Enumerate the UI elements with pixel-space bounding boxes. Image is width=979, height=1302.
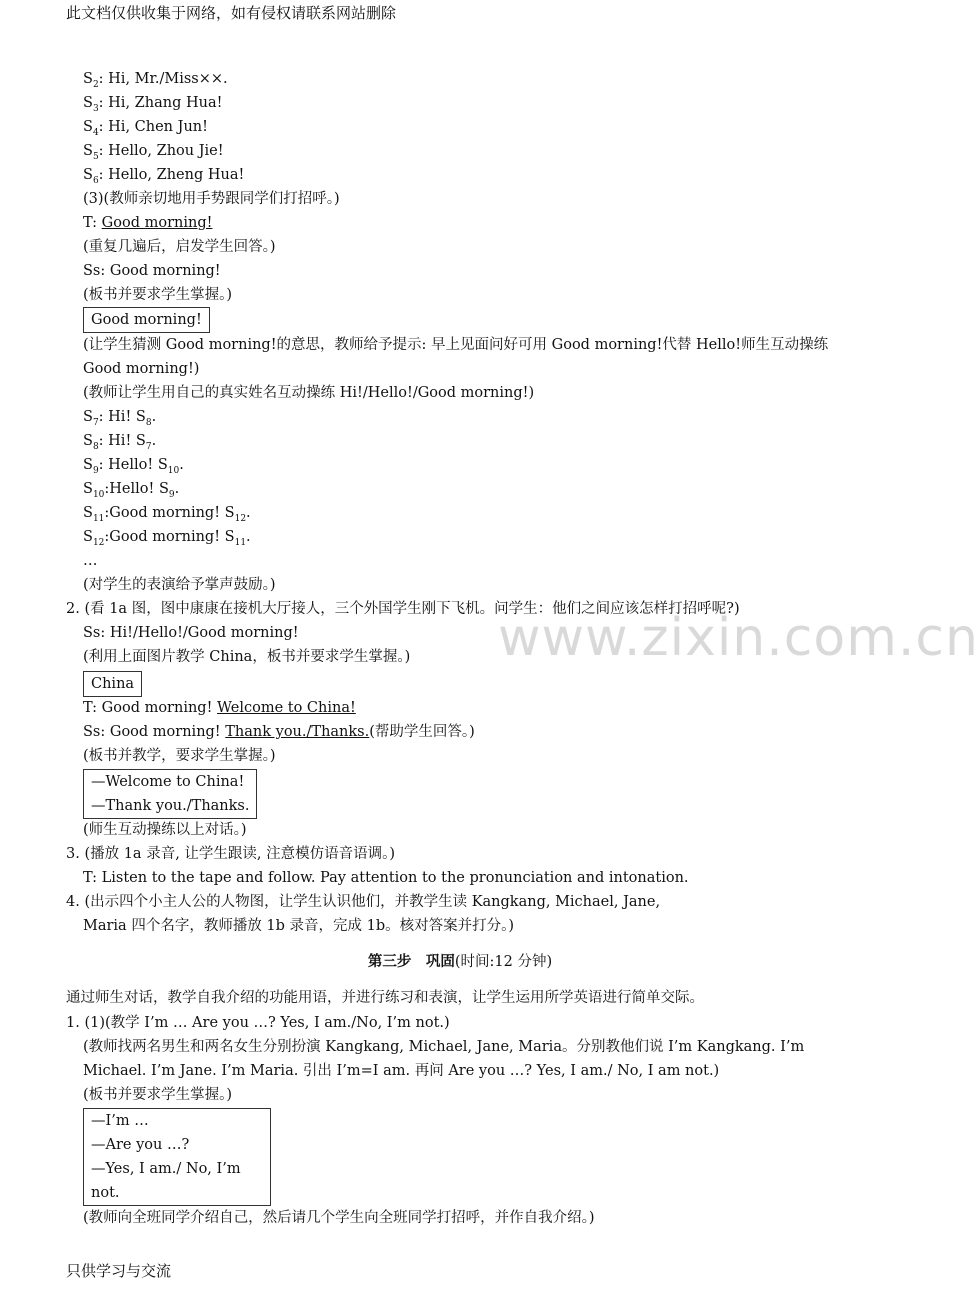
exchange-line: $S_7$: Hi! $S_8$. [83, 409, 157, 428]
section-heading: 第三步 巩固(时间:12 分钟) [367, 953, 553, 970]
dialog-line-s6: $S_6$: Hello, Zheng Hua! [83, 167, 245, 186]
instruction-line: (教师让学生用自己的真实姓名互动操练 Hi!/Hello!/Good morning!) [83, 385, 535, 401]
dialog-line-s2: $S_2$: Hi, Mr./Miss××. [83, 71, 228, 90]
instruction-line: (对学生的表演给予掌声鼓励。) [83, 577, 276, 593]
instruction-line: Michael. I’m Jane. I’m Maria. 引出 I’m=I am. 再问 Are you …? Yes, I am./ No, I am not.) [83, 1063, 720, 1079]
blackboard-box: China [83, 671, 142, 697]
page-header: 此文档仅供收集于网络，如有侵权请联系网站删除 [66, 4, 397, 22]
teacher-line: T: Good morning! [83, 215, 213, 231]
dialog-line-s4: $S_4$: Hi, Chen Jun! [83, 119, 208, 138]
instruction-line: (教师找两名男生和两名女生分别扮演 Kangkang, Michael, Jane, Maria。分别教他们说 I’m Kangkang. I’m [83, 1039, 805, 1055]
blackboard-box: Good morning! [83, 307, 210, 333]
dialog-line-s5: $S_5$: Hello, Zhou Jie! [83, 143, 224, 162]
instruction-line: (教师向全班同学介绍自己，然后请几个学生向全班同学打招呼，并作自我介绍。) [83, 1210, 595, 1226]
teacher-line: T: Listen to the tape and follow. Pay attention to the pronunciation and intonation. [83, 870, 689, 886]
section-intro: 通过师生对话，教学自我介绍的功能用语，并进行练习和表演，让学生运用所学英语进行简单交际。 [66, 990, 704, 1006]
step-item-4-cont: Maria 四个名字，教师播放 1b 录音，完成 1b。核对答案并打分。) [83, 918, 515, 934]
blackboard-box: —I’m … —Are you …? —Yes, I am./ No, I’m not. [83, 1108, 271, 1206]
exchange-line: $S_{11}:Good$ morning! $S_{12}$. [83, 505, 251, 524]
teacher-line: T: Good morning! Welcome to China! [83, 700, 356, 716]
instruction-line: (板书并要求学生掌握。) [83, 287, 233, 303]
instruction-line: (3)(教师亲切地用手势跟同学们打招呼。) [83, 191, 340, 207]
students-line: Ss: Hi!/Hello!/Good morning! [83, 625, 299, 641]
step-item-3: 3. (播放 1a 录音, 让学生跟读, 注意模仿语音语调。) [66, 846, 396, 862]
students-line: Ss: Good morning! Thank you./Thanks.(帮助学生回答。) [83, 724, 475, 740]
exchange-line: $S_{12}:Good$ morning! $S_{11}$. [83, 529, 251, 548]
students-line: Ss: Good morning! [83, 263, 221, 279]
step-item-1: 1. (1)(教学 I’m … Are you …? Yes, I am./No, I’m not.) [66, 1015, 450, 1031]
exchange-line: $S_9$: Hello! $S_{10}$. [83, 457, 184, 476]
dialog-line-s3: $S_3$: Hi, Zhang Hua! [83, 95, 223, 114]
blackboard-box: —Welcome to China! —Thank you./Thanks. [83, 769, 257, 819]
ellipsis: … [83, 553, 98, 569]
instruction-line: (重复几遍后，启发学生回答。) [83, 239, 276, 255]
instruction-line: (板书并教学，要求学生掌握。) [83, 748, 276, 764]
instruction-line: Good morning!) [83, 361, 200, 377]
watermark: www.zixin.com.cn [498, 608, 979, 668]
exchange-line: $S_8$: Hi! $S_7$. [83, 433, 157, 452]
exchange-line: $S_{10}:Hello$! $S_9$. [83, 481, 180, 500]
instruction-line: (师生互动操练以上对话。) [83, 822, 247, 838]
instruction-line: (利用上面图片教学 China，板书并要求学生掌握。) [83, 649, 411, 665]
page-footer: 只供学习与交流 [66, 1262, 172, 1280]
instruction-line: (让学生猜测 Good morning!的意思，教师给予提示: 早上见面问好可用 Good morning!代替 Hello!师生互动操练 [83, 337, 829, 353]
step-item-4: 4. (出示四个小主人公的人物图，让学生认识他们，并教学生读 Kangkang, Michael, Jane, [66, 894, 661, 910]
step-item-2: 2. (看 1a 图，图中康康在接机大厅接人，三个外国学生刚下飞机。问学生：他们之间应该怎样打招呼呢?) [66, 601, 740, 617]
instruction-line: (板书并要求学生掌握。) [83, 1087, 233, 1103]
